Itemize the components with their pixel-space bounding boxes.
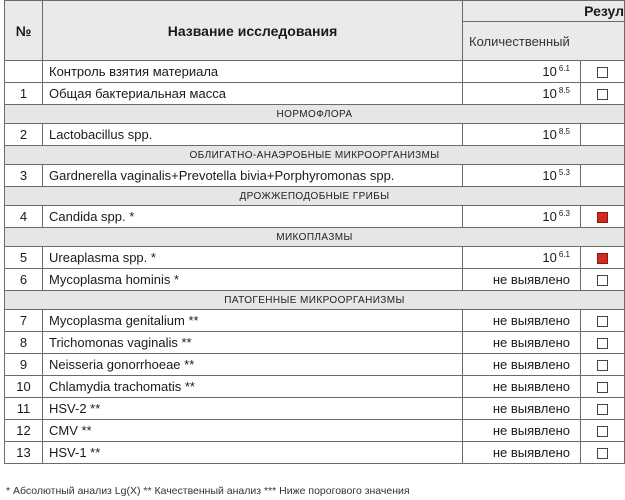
table-row [5, 310, 625, 332]
flag-checkbox [597, 275, 608, 286]
test-name: Chlamydia trachomatis ** [43, 376, 463, 398]
test-name: Candida spp. * [43, 206, 463, 228]
flag-red-marker [597, 253, 608, 264]
flag-checkbox [597, 338, 608, 349]
flag-checkbox [597, 404, 608, 415]
result-value: 10 $^{6.1}$ [463, 61, 581, 83]
row-number: 5 [5, 247, 43, 269]
result-value: не выявлено [463, 442, 581, 464]
row-number: 4 [5, 206, 43, 228]
table-row [5, 247, 625, 269]
flag-red-marker [597, 212, 608, 223]
test-name: Neisseria gonorrhoeae ** [43, 354, 463, 376]
row-number: 6 [5, 269, 43, 291]
test-name: HSV-2 ** [43, 398, 463, 420]
section-pathogens: ПАТОГЕННЫЕ МИКРООРГАНИЗМЫ [5, 291, 625, 310]
result-value: 10 $^{8.5}$ [463, 83, 581, 105]
result-value: не выявлено [463, 376, 581, 398]
test-name: HSV-1 ** [43, 442, 463, 464]
section-mycoplasmas: МИКОПЛАЗМЫ [5, 228, 625, 247]
table-row [5, 124, 625, 146]
table-row [5, 376, 625, 398]
table-row [5, 420, 625, 442]
test-name: Контроль взятия материала [43, 61, 463, 83]
section-yeast: ДРОЖЖЕПОДОБНЫЕ ГРИБЫ [5, 187, 625, 206]
flag-checkbox [597, 382, 608, 393]
results-table [4, 0, 625, 464]
table-row [5, 354, 625, 376]
row-number: 12 [5, 420, 43, 442]
row-number: 10 [5, 376, 43, 398]
result-value: не выявлено [463, 310, 581, 332]
header-test-name: Название исследования [43, 1, 463, 61]
table-row [5, 83, 625, 105]
result-value: не выявлено [463, 354, 581, 376]
table-row [5, 206, 625, 228]
result-value: 10 $^{6.3}$ [463, 206, 581, 228]
row-number [5, 61, 43, 83]
test-name: Mycoplasma genitalium ** [43, 310, 463, 332]
flag-checkbox [597, 426, 608, 437]
row-number: 7 [5, 310, 43, 332]
flag-checkbox [597, 67, 608, 78]
flag-checkbox [597, 448, 608, 459]
table-row [5, 61, 625, 83]
row-number: 13 [5, 442, 43, 464]
flag-checkbox [597, 316, 608, 327]
test-name: Gardnerella vaginalis+Prevotella bivia+Porphyromonas spp. [43, 165, 463, 187]
test-name: Lactobacillus spp. [43, 124, 463, 146]
header-num: № [5, 1, 43, 61]
flag-checkbox [597, 360, 608, 371]
test-name: Ureaplasma spp. * [43, 247, 463, 269]
row-number: 3 [5, 165, 43, 187]
section-normoflora: НОРМОФЛОРА [5, 105, 625, 124]
header-result: Резул [463, 1, 625, 22]
test-name: CMV ** [43, 420, 463, 442]
test-name: Mycoplasma hominis * [43, 269, 463, 291]
table-row [5, 398, 625, 420]
result-value: не выявлено [463, 398, 581, 420]
result-value: 10 $^{6.1}$ [463, 247, 581, 269]
result-value: не выявлено [463, 420, 581, 442]
test-name: Общая бактериальная масса [43, 83, 463, 105]
row-number: 9 [5, 354, 43, 376]
test-name: Trichomonas vaginalis ** [43, 332, 463, 354]
row-number: 1 [5, 83, 43, 105]
section-anaerobes: ОБЛИГАТНО-АНАЭРОБНЫЕ МИКРООРГАНИЗМЫ [5, 146, 625, 165]
table-row [5, 269, 625, 291]
result-value: 10 $^{5.3}$ [463, 165, 581, 187]
header-quantitative: Количественный [463, 22, 625, 61]
result-value: не выявлено [463, 332, 581, 354]
row-number: 11 [5, 398, 43, 420]
table-row [5, 332, 625, 354]
table-row [5, 442, 625, 464]
result-value: 10 $^{8.5}$ [463, 124, 581, 146]
flag-checkbox [597, 89, 608, 100]
footnote-legend: * Абсолютный анализ Lg(X) ** Качественный анализ *** Ниже порогового значения [6, 485, 410, 497]
result-value: не выявлено [463, 269, 581, 291]
table-row [5, 165, 625, 187]
row-number: 2 [5, 124, 43, 146]
row-number: 8 [5, 332, 43, 354]
